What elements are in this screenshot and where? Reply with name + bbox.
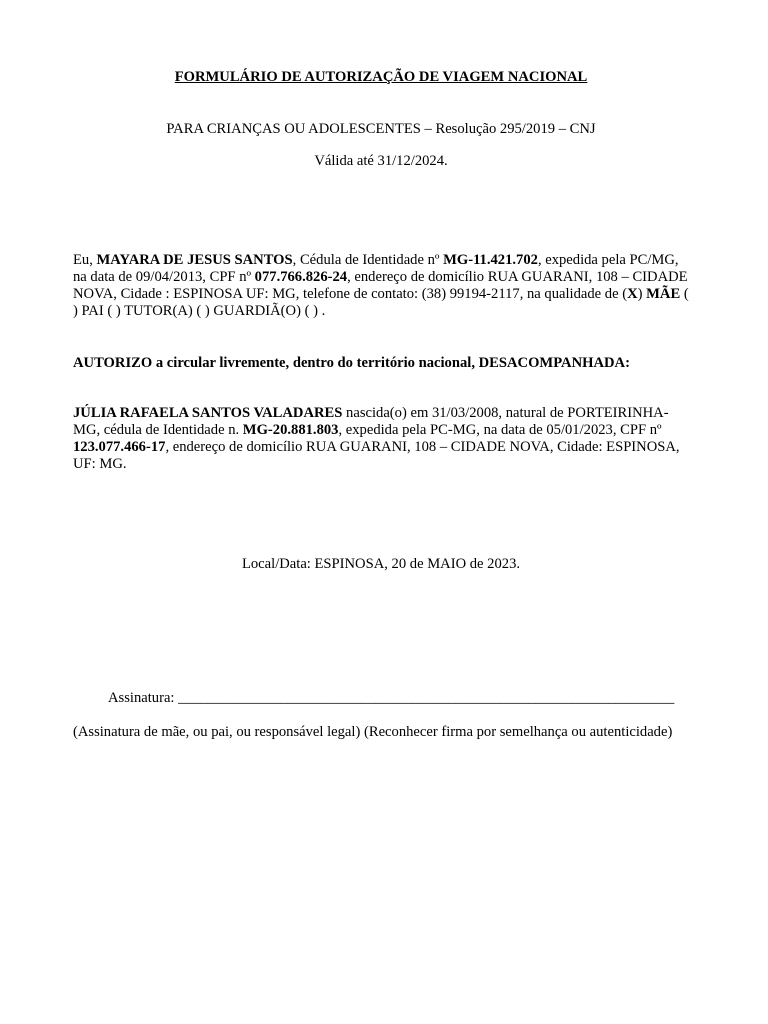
declarant-intro: Eu,	[73, 252, 97, 268]
declarant-id-number: MG-11.421.702	[443, 252, 538, 268]
document-subtitle: PARA CRIANÇAS OU ADOLESCENTES – Resolução 295/2019 – CNJ	[166, 121, 596, 137]
signature-line: Assinatura: ____________________________________________________________________	[108, 690, 675, 706]
declarant-cpf: 077.766.826-24	[254, 269, 348, 285]
relation-mark: X	[627, 286, 638, 302]
declarant-issued-text: , expedida pela PC/MG, na data de 09/04/2013, CPF nº	[73, 252, 679, 285]
relation-selected: MÃE	[646, 286, 681, 302]
minor-name: JÚLIA RAFAELA SANTOS VALADARES	[73, 405, 343, 421]
local-date: Local/Data: ESPINOSA, 20 de MAIO de 2023.	[241, 556, 521, 572]
relation-close-paren: )	[637, 286, 647, 302]
minor-cpf: 123.077.466-17	[73, 439, 166, 455]
minor-address-text: , endereço de domicílio RUA GUARANI, 108 – CIDADE NOVA, Cidade: ESPINOSA, UF: MG.	[73, 439, 680, 472]
declarant-id-label: , Cédula de Identidade nº	[292, 252, 444, 268]
relation-options: ( ) PAI ( ) TUTOR(A) ( ) GUARDIÃ(O) ( ) .	[73, 286, 689, 319]
declarant-name: MAYARA DE JESUS SANTOS	[96, 252, 293, 268]
minor-birth-text: nascida(o) em 31/03/2008, natural de PORTEIRINHA-MG, cédula de Identidade n.	[73, 405, 669, 438]
minor-paragraph	[73, 405, 693, 473]
minor-issued-text: , expedida pela PC-MG, na data de 05/01/2023, CPF nº	[338, 422, 662, 438]
validity-date: Válida até 31/12/2024.	[314, 153, 448, 169]
minor-id-number: MG-20.881.803	[242, 422, 339, 438]
declarant-paragraph	[73, 252, 693, 320]
document-title: FORMULÁRIO DE AUTORIZAÇÃO DE VIAGEM NACIONAL	[174, 69, 588, 85]
signature-note: (Assinatura de mãe, ou pai, ou responsável legal) (Reconhecer firma por semelhança ou autenticidade)	[73, 724, 673, 740]
declarant-address-text: , endereço de domicílio RUA GUARANI, 108 – CIDADE NOVA, Cidade : ESPINOSA UF: MG, telefone de contato: (38) 99194-2117, na qualidade de (	[73, 269, 688, 302]
authorization-statement: AUTORIZO a circular livremente, dentro do território nacional, DESACOMPANHADA:	[73, 355, 630, 371]
